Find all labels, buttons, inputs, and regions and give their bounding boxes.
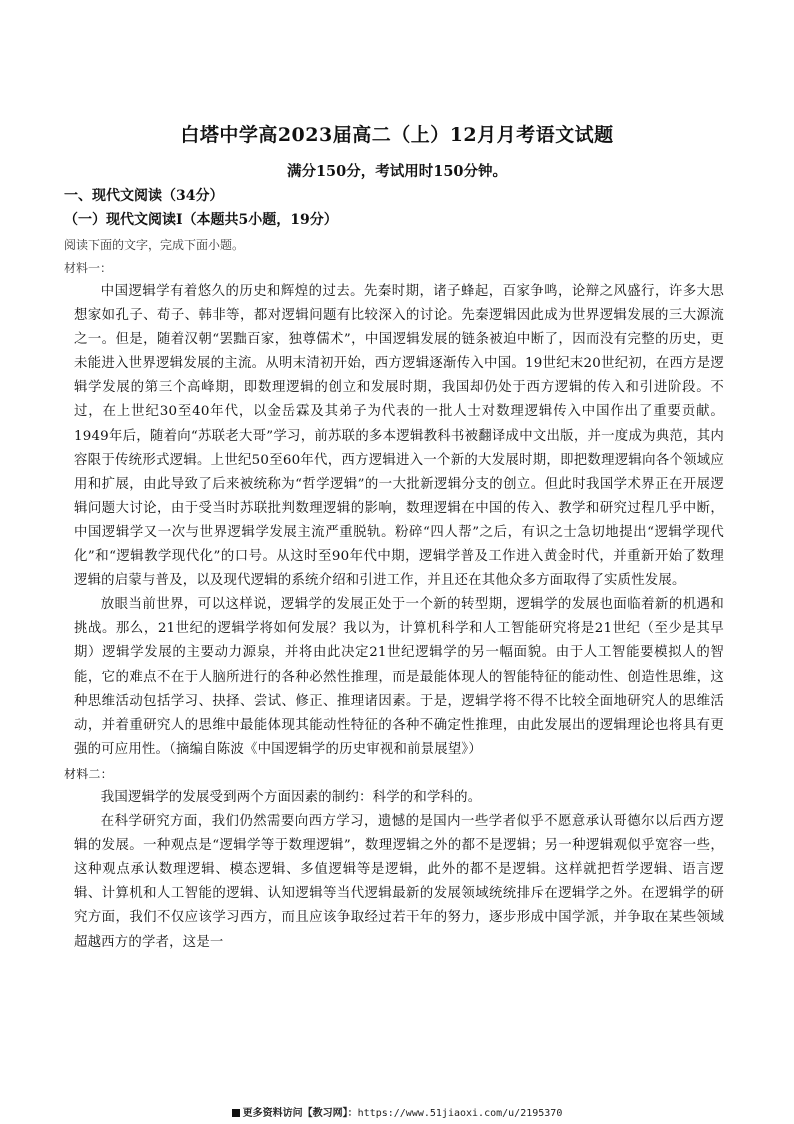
- reading-passage: [64, 280, 724, 955]
- page-title: 白塔中学高2023届高二（上）12月月考语文试题: [180, 124, 614, 146]
- section-heading: 一、现代文阅读（34分）: [64, 188, 224, 204]
- material-1-paragraph-1: 中国逻辑学有着悠久的历史和辉煌的过去。先秦时期，诸子蜂起，百家争鸣，论辩之风盛行，许多大思想家如孔子、荀子、韩非等，都对逻辑问题有比较深入的讨论。先秦逻辑因此成为世界逻辑发展的三大源流之一。但是，随着汉朝“罢黜百家，独尊儒术”，中国逻辑发展的链条被迫中断了，因而没有完整的历史，更未能进入世界逻辑发展的主流。从明末清初开始，西方逻辑逐渐传入中国。19世纪末20世纪初，在西方是逻辑学发展的第三个高峰期，即数理逻辑的创立和发展时期，我国却仍处于西方逻辑的传入和引进阶段。不过，在上世纪30至40年代，以金岳霖及其弟子为代表的一批人士对数理逻辑传入中国作出了重要贡献。1949年后，随着向“苏联老大哥”学习，前苏联的多本逻辑教科书被翻译成中文出版，并一度成为典范，其内容限于传统形式逻辑。上世纪50至60年代，西方逻辑进入一个新的大发展时期，即把数理逻辑向各个领域应用和扩展，由此导致了后来被统称为“哲学逻辑”的一大批新逻辑分支的创立。但此时我国学术界正在开展逻辑问题大讨论，由于受当时苏联批判数理逻辑的影响，数理逻辑在中国的传入、教学和研究过程几乎中断，中国逻辑学又一次与世界逻辑学发展主流严重脱轨。粉碎“四人帮”之后，有识之士急切地提出“逻辑学现代化”和“逻辑教学现代化”的口号。从这时至90年代中期，逻辑学普及工作进入黄金时代，并重新开始了数理逻辑的启蒙与普及，以及现代逻辑的系统介绍和引进工作，并且还在其他众多方面取得了实质性发展。: [74, 284, 724, 589]
- footer-prefix: 更多资料访问【教习网】：: [242, 1108, 358, 1119]
- material-2-label: 材料二：: [64, 766, 113, 781]
- footer-link[interactable]: https://www.51jiaoxi.com/u/2195370: [357, 1108, 563, 1119]
- flag-icon: [232, 1109, 240, 1117]
- subsection-heading: （一）现代文阅读Ⅰ（本题共5小题，19分）: [64, 212, 338, 228]
- footer: [0, 1104, 794, 1119]
- material-2-paragraph-1: 我国逻辑学的发展受到两个方面因素的制约：科学的和学科的。: [100, 789, 482, 805]
- material-2-paragraph-2: 在科学研究方面，我们仍然需要向西方学习，遗憾的是国内一些学者似乎不愿意承认哥德尔以后西方逻辑的发展。一种观点是“逻辑学等于数理逻辑”，数理逻辑之外的都不是逻辑；另一种逻辑观似乎宽容一些，这种观点承认数理逻辑、模态逻辑、多值逻辑等是逻辑，此外的都不是逻辑。这样就把哲学逻辑、语言逻辑、计算机和人工智能的逻辑、认知逻辑等当代逻辑最新的发展领域统统排斥在逻辑学之外。在逻辑学的研究方面，我们不仅应该学习西方，而且应该争取经过若干年的努力，逐步形成中国学派，并争取在某些领域超越西方的学者，这是一: [74, 814, 724, 950]
- material-1-paragraph-2: 放眼当前世界，可以这样说，逻辑学的发展正处于一个新的转型期，逻辑学的发展也面临着新的机遇和挑战。那么，21世纪的逻辑学将如何发展？我以为，计算机科学和人工智能研究将是21世纪（至少是其早期）逻辑学发展的主要动力源泉，并将由此决定21世纪逻辑学的另一幅面貌。由于人工智能要模拟人的智能，它的难点不在于人脑所进行的各种必然性推理，而是最能体现人的智能特征的能动性、创造性思维，这种思维活动包括学习、抉择、尝试、修正、推理诸因素。于是，逻辑学将不得不比较全面地研究人的思维活动，并着重研究人的思维中最能体现其能动性特征的各种不确定性推理，由此发展出的逻辑理论也将具有更强的可应用性。（摘编自陈波《中国逻辑学的历史审视和前景展望》）: [74, 597, 724, 757]
- material-1-label: 材料一：: [64, 261, 113, 275]
- exam-info: 满分150分，考试用时150分钟。: [286, 163, 508, 180]
- reading-instruction: 阅读下面的文字，完成下面小题。: [64, 238, 245, 252]
